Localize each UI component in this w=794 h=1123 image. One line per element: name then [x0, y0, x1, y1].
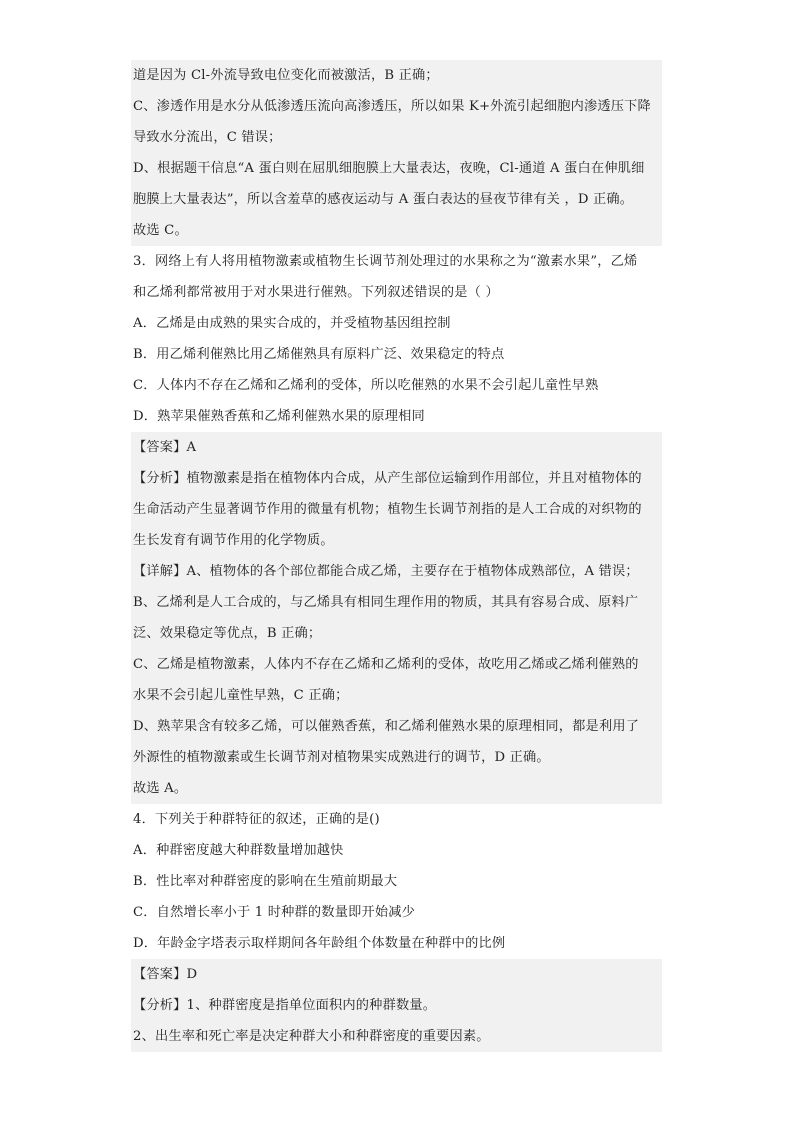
question-4-option-b: B．性比率对种群密度的影响在生殖前期最大: [133, 874, 398, 889]
detail-line: C、乙烯是植物激素，人体内不存在乙烯和乙烯利的受体，故吃用乙烯或乙烯利催熟的: [131, 649, 662, 680]
detail-line: D、熟苹果含有较多乙烯，可以催熟香蕉，和乙烯利催熟水果的原理相同，都是利用了: [131, 711, 662, 742]
analysis-line: 导致水分流出，C 错误；: [131, 122, 662, 153]
document-body: [131, 60, 662, 1052]
analysis-line: 胞膜上大量表达”，所以含羞草的感夜运动与 A 蛋白表达的昼夜节律有关 ，D 正确。: [131, 184, 662, 215]
detail-line: 水果不会引起儿童性早熟，C 正确；: [131, 680, 662, 711]
answer-line: 【答案】D: [131, 959, 662, 990]
detail-line: 【详解】A、植物体的各个部位都能合成乙烯，主要存在于植物体成熟部位，A 错误；: [131, 556, 662, 587]
question-4-stem: 4．下列关于种群特征的叙述，正确的是(): [133, 812, 380, 827]
question-4-option-a: A．种群密度越大种群数量增加越快: [133, 843, 344, 858]
question-3-stem: 和乙烯利都常被用于对水果进行催熟。下列叙述错误的是（ ）: [133, 285, 499, 300]
analysis-line: 道是因为 Cl-外流导致电位变化而被激活，B 正确；: [131, 60, 662, 91]
question-3-option-c: C．人体内不存在乙烯和乙烯利的受体，所以吃催熟的水果不会引起儿童性早熟: [133, 378, 599, 393]
analysis-line: 生命活动产生显著调节作用的微量有机物；植物生长调节剂指的是人工合成的对织物的: [131, 494, 662, 525]
question-3-option-b: B．用乙烯利催熟比用乙烯催熟具有原料广泛、效果稳定的特点: [133, 347, 505, 362]
question-3-option-a: A．乙烯是由成熟的果实合成的，并受植物基因组控制: [133, 316, 451, 331]
analysis-line: 生长发育有调节作用的化学物质。: [131, 525, 662, 556]
analysis-line: C、渗透作用是水分从低渗透压流向高渗透压，所以如果 K+外流引起细胞内渗透压下降: [131, 91, 662, 122]
analysis-line: D、根据题干信息“A 蛋白则在屈肌细胞膜上大量表达，夜晚，Cl-通道 A 蛋白在伸肌细: [131, 153, 662, 184]
question-3-option-d: D．熟苹果催熟香蕉和乙烯利催熟水果的原理相同: [133, 409, 425, 424]
answer-line: 【答案】A: [131, 432, 662, 463]
detail-line: B、乙烯利是人工合成的，与乙烯具有相同生理作用的物质，其具有容易合成、原料广: [131, 587, 662, 618]
conclusion-line: 故选 C。: [131, 215, 662, 246]
analysis-line: 【分析】1、种群密度是指单位面积内的种群数量。: [131, 990, 662, 1021]
detail-line: 泛、效果稳定等优点，B 正确；: [131, 618, 662, 649]
analysis-line: 【分析】植物激素是指在植物体内合成，从产生部位运输到作用部位，并且对植物体的: [131, 463, 662, 494]
question-4-option-d: D．年龄金字塔表示取样期间各年龄组个体数量在种群中的比例: [133, 936, 506, 951]
question-4-option-c: C．自然增长率小于 1 时种群的数量即开始减少: [133, 905, 416, 920]
conclusion-line: 故选 A。: [131, 773, 662, 804]
analysis-line: 2、出生率和死亡率是决定种群大小和种群密度的重要因素。: [131, 1021, 662, 1052]
question-3-stem: 3．网络上有人将用植物激素或植物生长调节剂处理过的水果称之为“激素水果”，乙烯: [133, 254, 638, 269]
detail-line: 外源性的植物激素或生长调节剂对植物果实成熟进行的调节，D 正确。: [131, 742, 662, 773]
